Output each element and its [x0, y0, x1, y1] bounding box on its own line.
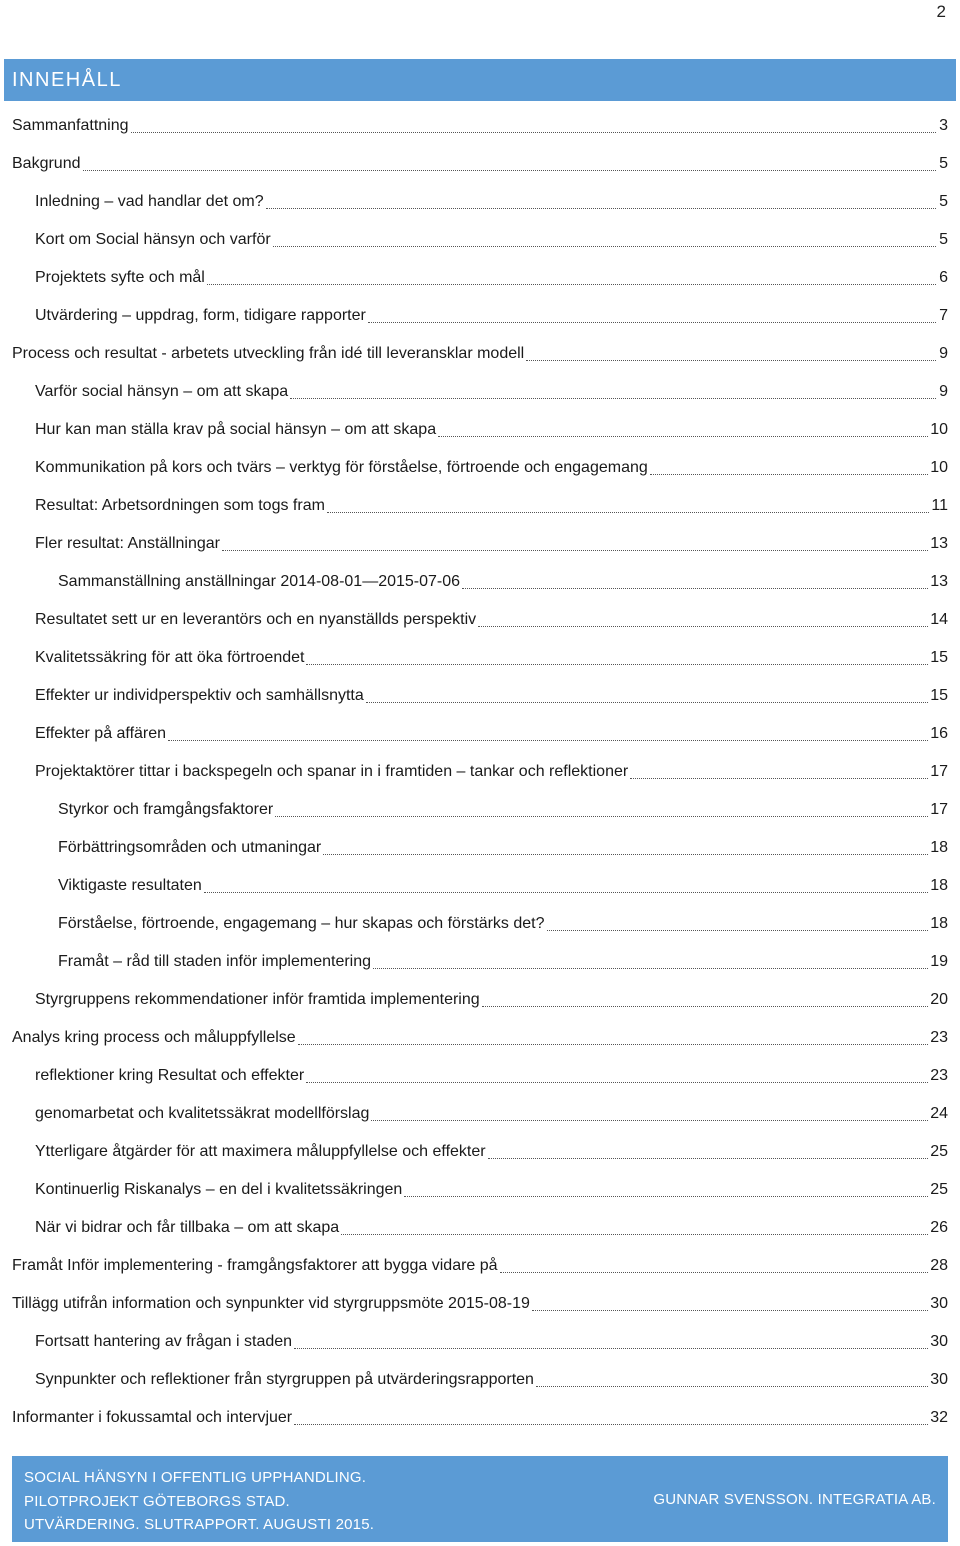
toc-entry[interactable]	[12, 639, 948, 677]
toc-entry-label: Informanter i fokussamtal och intervjuer	[12, 1409, 293, 1426]
toc-entry-page: 25	[930, 1181, 948, 1198]
toc-dot-leader	[290, 398, 936, 399]
footer-report-info	[24, 1466, 374, 1537]
toc-entry-page: 6	[939, 269, 948, 286]
toc-entry-label: Effekter på affären	[35, 725, 167, 742]
toc-entry[interactable]	[12, 107, 948, 145]
toc-entry-page: 18	[930, 915, 948, 932]
toc-dot-leader	[526, 360, 936, 361]
toc-entry-label: Varför social hänsyn – om att skapa	[35, 383, 289, 400]
toc-dot-leader	[482, 1006, 929, 1007]
toc-dot-leader	[650, 474, 928, 475]
toc-entry-page: 26	[930, 1219, 948, 1236]
toc-entry-page: 30	[930, 1295, 948, 1312]
toc-entry[interactable]	[12, 449, 948, 487]
toc-entry[interactable]	[12, 791, 948, 829]
toc-entry-label: Framåt Inför implementering - framgångsfaktorer att bygga vidare på	[12, 1257, 498, 1274]
toc-entry-page: 32	[930, 1409, 948, 1426]
toc-entry-label: Tillägg utifrån information och synpunkter vid styrgruppsmöte 2015-08-19	[12, 1295, 530, 1312]
toc-dot-leader	[294, 1348, 928, 1349]
toc-entry[interactable]	[12, 1171, 948, 1209]
toc-entry[interactable]	[12, 373, 948, 411]
toc-entry[interactable]	[12, 943, 948, 981]
toc-dot-leader	[404, 1196, 928, 1197]
toc-entry-page: 17	[930, 763, 948, 780]
toc-dot-leader	[294, 1424, 928, 1425]
toc-entry[interactable]	[12, 677, 948, 715]
toc-entry-page: 23	[930, 1067, 948, 1084]
toc-entry[interactable]	[12, 183, 948, 221]
toc-entry-label: Styrgruppens rekommendationer inför framtida implementering	[35, 991, 480, 1008]
toc-entry[interactable]	[12, 1285, 948, 1323]
toc-entry-page: 11	[931, 497, 948, 514]
toc-entry-page: 14	[930, 611, 948, 628]
toc-dot-leader	[306, 1082, 928, 1083]
toc-entry-page: 18	[930, 839, 948, 856]
toc-entry-label: Framåt – råd till staden inför implementering	[58, 953, 372, 970]
toc-entry-label: Resultatet sett ur en leverantörs och en nyanställds perspektiv	[35, 611, 477, 628]
toc-entry-label: Fler resultat: Anställningar	[35, 535, 220, 552]
toc-entry-label: genomarbetat och kvalitetssäkrat modellförslag	[35, 1105, 370, 1122]
footer-line-3: UTVÄRDERING. SLUTRAPPORT. AUGUSTI 2015.	[24, 1516, 375, 1533]
toc-entry[interactable]	[12, 1361, 948, 1399]
toc-entry-label: Styrkor och framgångsfaktorer	[58, 801, 274, 818]
toc-dot-leader	[323, 854, 928, 855]
toc-dot-leader	[298, 1044, 929, 1045]
toc-entry-page: 17	[930, 801, 948, 818]
toc-entry-page: 5	[939, 193, 948, 210]
toc-entry-page: 7	[939, 307, 948, 324]
toc-entry[interactable]	[12, 715, 948, 753]
footer-line-2: PILOTPROJEKT GÖTEBORGS STAD.	[24, 1492, 290, 1510]
toc-entry-page: 9	[939, 345, 948, 362]
toc-dot-leader	[478, 626, 928, 627]
toc-dot-leader	[306, 664, 928, 665]
toc-dot-leader	[207, 284, 936, 285]
toc-entry-page: 20	[930, 991, 948, 1008]
footer-author: GUNNAR SVENSSON. INTEGRATIA AB.	[653, 1491, 936, 1508]
toc-entry[interactable]	[12, 1399, 948, 1437]
toc-entry-label: Analys kring process och måluppfyllelse	[12, 1029, 296, 1046]
toc-dot-leader	[204, 892, 928, 893]
toc-dot-leader	[83, 170, 937, 171]
toc-entry-page: 10	[930, 421, 948, 438]
toc-dot-leader	[131, 132, 936, 133]
toc-entry-label: Kontinuerlig Riskanalys – en del i kvalitetssäkringen	[35, 1181, 403, 1198]
toc-entry[interactable]	[12, 297, 948, 335]
toc-heading	[4, 59, 956, 101]
toc-entry[interactable]	[12, 221, 948, 259]
toc-dot-leader	[438, 436, 928, 437]
toc-entry-label: Kommunikation på kors och tvärs – verktyg för förståelse, förtroende och engagemang	[35, 459, 648, 476]
toc-entry[interactable]	[12, 563, 948, 601]
toc-entry[interactable]	[12, 1019, 948, 1057]
toc-entry-page: 5	[939, 231, 948, 248]
toc-dot-leader	[488, 1158, 929, 1159]
toc-dot-leader	[462, 588, 928, 589]
toc-dot-leader	[547, 930, 929, 931]
toc-entry[interactable]	[12, 145, 948, 183]
toc-dot-leader	[266, 208, 936, 209]
toc-entry[interactable]	[12, 829, 948, 867]
toc-entry[interactable]	[12, 335, 948, 373]
toc-entry[interactable]	[12, 1057, 948, 1095]
toc-entry-label: Kort om Social hänsyn och varför	[35, 231, 271, 248]
toc-entry-label: Förbättringsområden och utmaningar	[58, 839, 322, 856]
page-number: 2	[936, 2, 946, 21]
toc-entry-label: När vi bidrar och får tillbaka – om att skapa	[35, 1219, 340, 1236]
toc-entry-page: 15	[930, 687, 948, 704]
toc-dot-leader	[373, 968, 928, 969]
toc-entry[interactable]	[12, 753, 948, 791]
toc-entry[interactable]	[12, 259, 948, 297]
toc-entry-label: Effekter ur individperspektiv och samhällsnytta	[35, 687, 364, 704]
toc-entry-label: Resultat: Arbetsordningen som togs fram	[35, 497, 325, 514]
toc-dot-leader	[536, 1386, 928, 1387]
toc-entry[interactable]	[12, 525, 948, 563]
toc-entry-page: 28	[930, 1257, 948, 1274]
toc-entry-label: reflektioner kring Resultat och effekter	[35, 1067, 305, 1084]
toc-entry[interactable]	[12, 905, 948, 943]
toc-entry-page: 3	[939, 117, 948, 134]
toc-entry[interactable]	[12, 1209, 948, 1247]
toc-entry-label: Projektets syfte och mål	[35, 269, 205, 286]
toc-entry[interactable]	[12, 867, 948, 905]
toc-dot-leader	[371, 1120, 928, 1121]
toc-entry-label: Bakgrund	[12, 155, 81, 172]
table-of-contents	[12, 107, 948, 1437]
toc-entry-page: 30	[930, 1333, 948, 1350]
toc-entry-page: 19	[930, 953, 948, 970]
toc-entry-label: Kvalitetssäkring för att öka förtroendet	[35, 649, 305, 666]
toc-entry-page: 15	[930, 649, 948, 666]
toc-entry-label: Process och resultat - arbetets utveckling från idé till leveransklar modell	[12, 345, 525, 362]
toc-entry-page: 13	[930, 573, 948, 590]
toc-entry-label: Projektaktörer tittar i backspegeln och spanar in i framtiden – tankar och reflektioner	[35, 763, 629, 780]
toc-entry[interactable]	[12, 1095, 948, 1133]
toc-dot-leader	[275, 816, 928, 817]
toc-entry-page: 5	[939, 155, 948, 172]
toc-entry-label: Sammanställning anställningar 2014-08-01—2015-07-06	[58, 573, 461, 590]
toc-entry[interactable]	[12, 411, 948, 449]
toc-dot-leader	[341, 1234, 928, 1235]
toc-entry[interactable]	[12, 981, 948, 1019]
toc-entry-page: 23	[930, 1029, 948, 1046]
toc-entry-label: Fortsatt hantering av frågan i staden	[35, 1333, 293, 1350]
toc-entry-label: Synpunkter och reflektioner från styrgruppen på utvärderingsrapporten	[35, 1371, 534, 1388]
toc-dot-leader	[366, 702, 928, 703]
toc-entry-page: 16	[930, 725, 948, 742]
toc-heading-text: INNEHÅLL	[12, 68, 122, 91]
toc-entry-label: Ytterligare åtgärder för att maximera måluppfyllelse och effekter	[35, 1143, 486, 1160]
toc-dot-leader	[273, 246, 936, 247]
toc-entry-page: 18	[930, 877, 948, 894]
toc-entry-label: Sammanfattning	[12, 117, 129, 134]
toc-entry[interactable]	[12, 1247, 948, 1285]
toc-entry[interactable]	[12, 601, 948, 639]
toc-entry[interactable]	[12, 487, 948, 525]
toc-dot-leader	[327, 512, 929, 513]
toc-dot-leader	[500, 1272, 929, 1273]
toc-entry-label: Förståelse, förtroende, engagemang – hur skapas och förstärks det?	[58, 915, 545, 932]
toc-entry-page: 25	[930, 1143, 948, 1160]
toc-dot-leader	[222, 550, 928, 551]
toc-entry-label: Inledning – vad handlar det om?	[35, 193, 264, 210]
toc-entry[interactable]	[12, 1323, 948, 1361]
toc-dot-leader	[368, 322, 936, 323]
footer-line-1: SOCIAL HÄNSYN I OFFENTLIG UPPHANDLING.	[24, 1469, 367, 1486]
toc-entry-page: 9	[939, 383, 948, 400]
toc-entry-page: 10	[930, 459, 948, 476]
toc-entry-page: 24	[930, 1105, 948, 1122]
toc-entry-label: Viktigaste resultaten	[58, 877, 202, 894]
toc-dot-leader	[532, 1310, 928, 1311]
toc-dot-leader	[630, 778, 928, 779]
toc-dot-leader	[168, 740, 928, 741]
toc-entry-label: Utvärdering – uppdrag, form, tidigare rapporter	[35, 307, 366, 324]
toc-entry-page: 13	[930, 535, 948, 552]
page-footer	[12, 1456, 948, 1542]
toc-entry-label: Hur kan man ställa krav på social hänsyn – om att skapa	[35, 421, 437, 438]
toc-entry[interactable]	[12, 1133, 948, 1171]
toc-entry-page: 30	[930, 1371, 948, 1388]
